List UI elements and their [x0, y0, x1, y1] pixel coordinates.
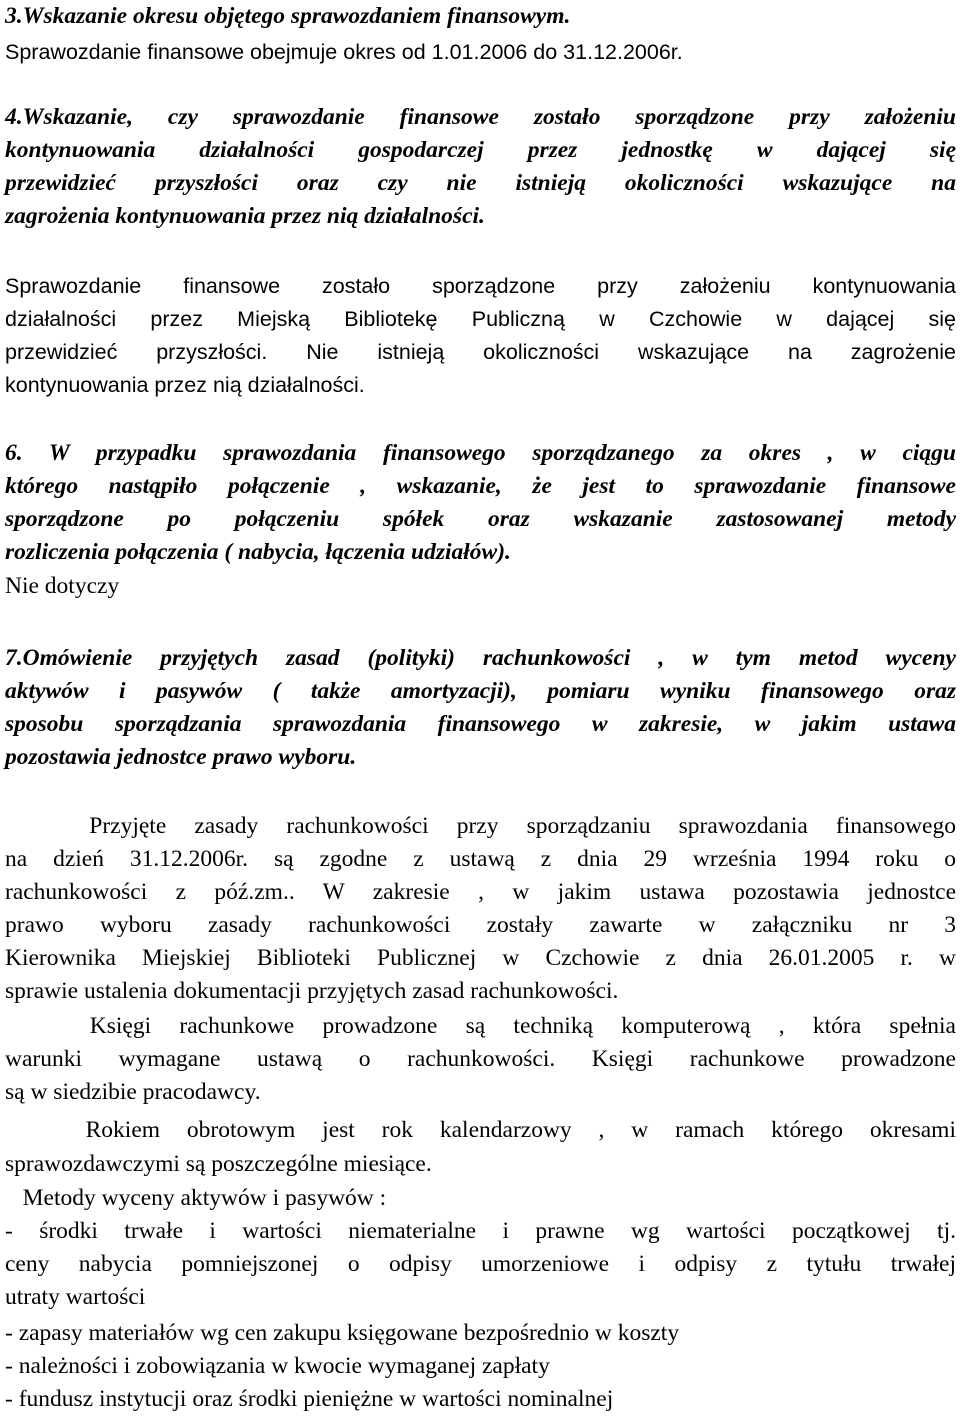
- section-7-body-line-9: są w siedzibie pracodawcy.: [5, 1079, 261, 1105]
- section-4-body-line-4: kontynuowania przez nią działalności.: [5, 373, 365, 397]
- section-7-heading-line-2: aktywów i pasywów ( także amortyzacji), pomiaru wyniku finansowego oraz: [5, 678, 956, 704]
- section-7-body-line-5: Kierownika Miejskiej Biblioteki Publicznej w Czchowie z dnia 26.01.2005 r. w: [5, 945, 956, 971]
- section-7-body-line-3: rachunkowości z póź.zm.. W zakresie , w jakim ustawa pozostawia jednostce: [5, 879, 956, 905]
- section-6-heading-line-4: rozliczenia połączenia ( nabycia, łączenia udziałów).: [5, 539, 511, 565]
- section-7-body-line-1: Przyjęte zasady rachunkowości przy sporządzaniu sprawozdania finansowego: [5, 813, 956, 839]
- section-7-body-line-18: - fundusz instytucji oraz środki pieniężne w wartości nominalnej: [5, 1386, 614, 1412]
- section-6-heading-line-2: którego nastąpiło połączenie , wskazanie, że jest to sprawozdanie finansowe: [5, 473, 956, 499]
- section-7-body-line-12: Metody wyceny aktywów i pasywów :: [5, 1185, 387, 1211]
- section-6-heading-line-1: 6. W przypadku sprawozdania finansowego sporządzanego za okres , w ciągu: [5, 440, 956, 466]
- section-4-heading-line-1: 4.Wskazanie, czy sprawozdanie finansowe zostało sporządzone przy założeniu: [5, 104, 956, 130]
- section-7-body-line-13: - środki trwałe i wartości niematerialne i prawne wg wartości początkowej tj.: [5, 1218, 956, 1244]
- section-4-body-line-1: Sprawozdanie finansowe zostało sporządzone przy założeniu kontynuowania: [5, 274, 956, 298]
- section-6-body-line-1: Nie dotyczy: [5, 573, 120, 599]
- section-4-heading-line-2: kontynuowania działalności gospodarczej przez jednostkę w dającej się: [5, 137, 956, 163]
- section-7-body-line-7: Księgi rachunkowe prowadzone są techniką komputerową , która spełnia: [5, 1013, 956, 1039]
- section-7-body-line-2: na dzień 31.12.2006r. są zgodne z ustawą z dnia 29 września 1994 roku o: [5, 846, 956, 872]
- section-4-heading-line-3: przewidzieć przyszłości oraz czy nie istnieją okoliczności wskazujące na: [5, 170, 956, 196]
- section-7-body-line-4: prawo wyboru zasady rachunkowości zostały zawarte w załączniku nr 3: [5, 912, 956, 938]
- section-4-body-line-3: przewidzieć przyszłości. Nie istnieją okoliczności wskazujące na zagrożenie: [5, 340, 956, 364]
- section-7-body-line-14: ceny nabycia pomniejszonej o odpisy umorzeniowe i odpisy z tytułu trwałej: [5, 1251, 956, 1277]
- section-3-heading-line-1: 3.Wskazanie okresu objętego sprawozdaniem finansowym.: [5, 3, 571, 29]
- section-7-body-line-11: sprawozdawczymi są poszczególne miesiące.: [5, 1151, 432, 1177]
- section-7-body-line-15: utraty wartości: [5, 1284, 146, 1310]
- section-3-body-line-1: Sprawozdanie finansowe obejmuje okres od 1.01.2006 do 31.12.2006r.: [5, 40, 683, 64]
- section-7-body-line-16: - zapasy materiałów wg cen zakupu księgowane bezpośrednio w koszty: [5, 1320, 680, 1346]
- section-7-body-line-6: sprawie ustalenia dokumentacji przyjętych zasad rachunkowości.: [5, 978, 619, 1004]
- section-6-heading-line-3: sporządzone po połączeniu spółek oraz wskazanie zastosowanej metody: [5, 506, 956, 532]
- section-7-body-line-10: Rokiem obrotowym jest rok kalendarzowy , w ramach którego okresami: [5, 1117, 956, 1143]
- section-4-heading-line-4: zagrożenia kontynuowania przez nią działalności.: [5, 203, 485, 229]
- section-7-body-line-8: warunki wymagane ustawą o rachunkowości. Księgi rachunkowe prowadzone: [5, 1046, 956, 1072]
- section-4-body-line-2: działalności przez Miejską Bibliotekę Publiczną w Czchowie w dającej się: [5, 307, 956, 331]
- section-7-body-line-17: - należności i zobowiązania w kwocie wymaganej zapłaty: [5, 1353, 550, 1379]
- section-7-heading-line-3: sposobu sporządzania sprawozdania finansowego w zakresie, w jakim ustawa: [5, 711, 956, 737]
- section-7-heading-line-1: 7.Omówienie przyjętych zasad (polityki) rachunkowości , w tym metod wyceny: [5, 645, 956, 671]
- section-7-heading-line-4: pozostawia jednostce prawo wyboru.: [5, 744, 357, 770]
